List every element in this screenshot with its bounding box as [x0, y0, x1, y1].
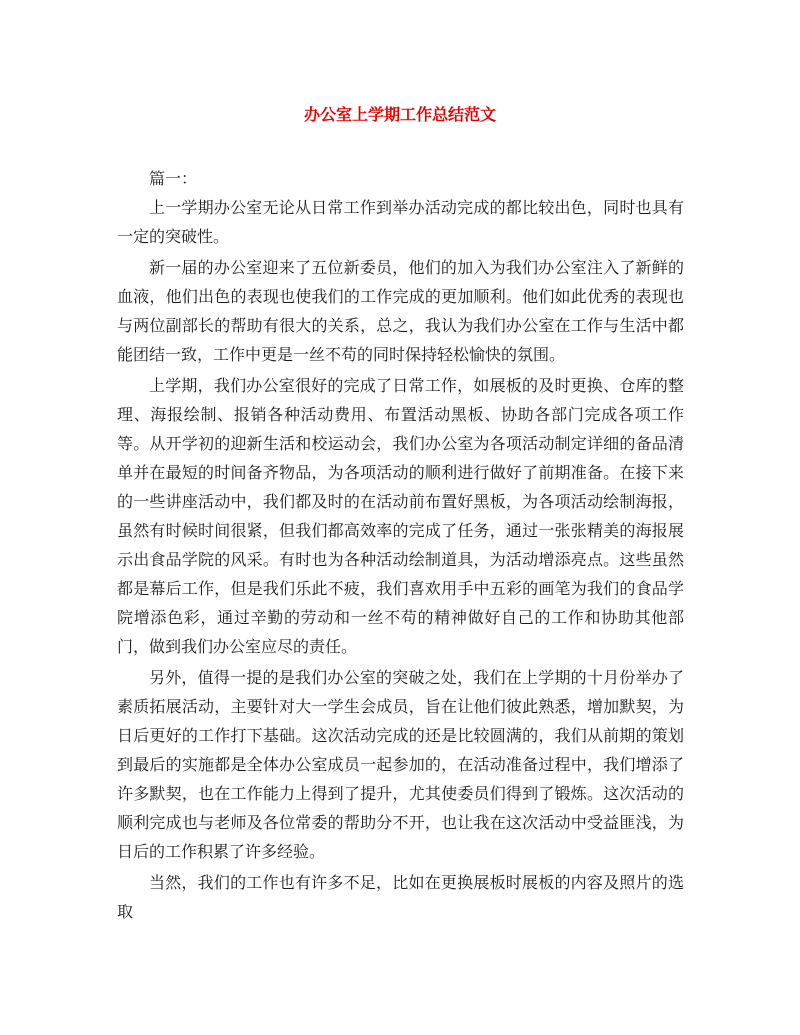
paragraph: 当然，我们的工作也有许多不足，比如在更换展板时展板的内容及照片的选取 [117, 873, 684, 921]
section-heading: 篇一： [149, 169, 198, 188]
document-title: 办公室上学期工作总结范文 [303, 105, 496, 124]
paragraph: 上学期，我们办公室很好的完成了日常工作，如展板的及时更换、仓库的整理、海报绘制、报销各种活动费用、布置活动黑板、协助各部门完成各项工作等。从开学初的迎新生活和校运动会，我们办公室为各项活动制定详细的备品清单并在最短的时间备齐物品，为各项活动的顺利进行做好了前期准备。在接下来的一些讲座活动中，我们都及时的在活动前布置好黑板，为各项活动绘制海报，虽然有时候时间很紧，但我们都高效率的完成了任务，通过一张张精美的海报展示出食品学院的风采。有时也为各种活动绘制道具，为活动增添亮点。这些虽然都是幕后工作，但是我们乐此不疲，我们喜欢用手中五彩的画笔为我们的食品学院增添色彩，通过辛勤的劳动和一丝不苟的精神做好自己的工作和协助其他部门，做到我们办公室应尽的责任。 [117, 376, 684, 656]
paragraph: 上一学期办公室无论从日常工作到举办活动完成的都比较出色，同时也具有一定的突破性。 [117, 198, 684, 246]
document-body [117, 164, 684, 928]
paragraph: 新一届的办公室迎来了五位新委员，他们的加入为我们办公室注入了新鲜的血液，他们出色的表现也使我们的工作完成的更加顺利。他们如此优秀的表现也与两位副部长的帮助有很大的关系，总之，我认为我们办公室在工作与生活中都能团结一致，工作中更是一丝不苟的同时保持轻松愉快的氛围。 [117, 258, 684, 364]
paragraph: 另外，值得一提的是我们办公室的突破之处，我们在上学期的十月份举办了素质拓展活动，主要针对大一学生会成员，旨在让他们彼此熟悉，增加默契，为日后更好的工作打下基础。这次活动完成的还是比较圆满的，我们从前期的策划到最后的实施都是全体办公室成员一起参加的，在活动准备过程中，我们增添了许多默契，也在工作能力上得到了提升，尤其使委员们得到了锻炼。这次活动的顺利完成也与老师及各位常委的帮助分不开，也让我在这次活动中受益匪浅，为日后的工作积累了许多经验。 [117, 668, 684, 861]
